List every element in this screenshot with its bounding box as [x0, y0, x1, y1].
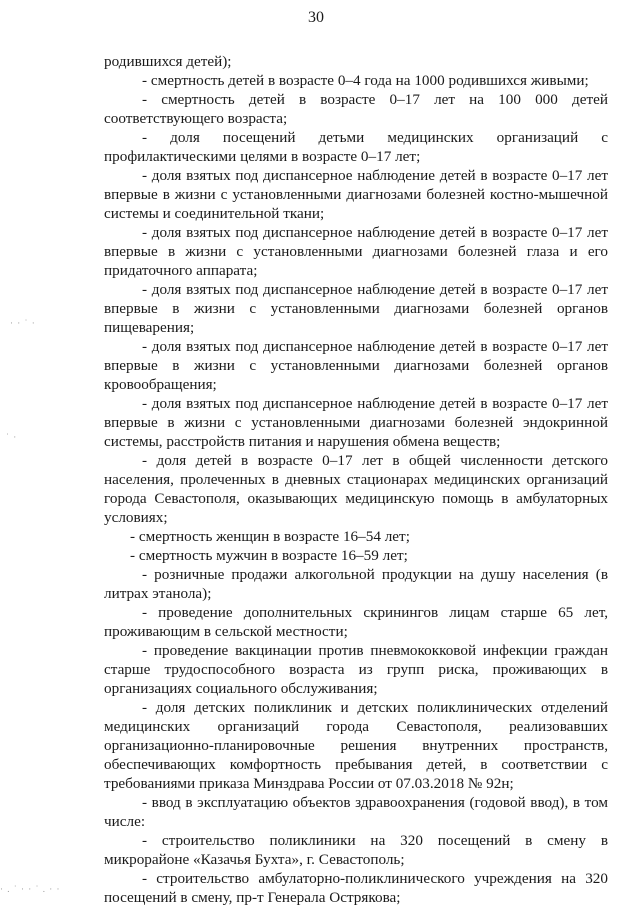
document-body	[104, 52, 608, 907]
list-item: - строительство поликлиники на 320 посещений в смену в микрорайоне «Казачья Бухта», г. Севастополь;	[104, 832, 608, 868]
list-item: - доля взятых под диспансерное наблюдение детей в возрасте 0–17 лет впервые в жизни с установленными диагнозами болезней эндокринной системы, расстройств питания и нарушения обмена веществ;	[104, 395, 608, 450]
list-item: - смертность мужчин в возрасте 16–59 лет;	[130, 547, 408, 564]
list-item: - ввод в эксплуатацию объектов здравоохранения (годовой ввод), в том числе:	[104, 794, 608, 830]
list-item: - доля взятых под диспансерное наблюдение детей в возрасте 0–17 лет впервые в жизни с установленными диагнозами болезней органов кровообращения;	[104, 338, 608, 393]
list-item: - доля детей в возрасте 0–17 лет в общей численности детского населения, пролеченных в дневных стационарах медицинских организаций города Севастополя, оказывающих медицинскую помощь в амбулаторных условиях;	[104, 452, 608, 526]
list-item: - смертность женщин в возрасте 16–54 лет;	[130, 528, 410, 545]
list-item: - проведение вакцинации против пневмококковой инфекции граждан старше трудоспособного возраста из групп риска, проживающих в организациях социального обслуживания;	[104, 642, 608, 697]
list-item: - доля взятых под диспансерное наблюдение детей в возрасте 0–17 лет впервые в жизни с установленными диагнозами болезней глаза и его придаточного аппарата;	[104, 224, 608, 279]
list-item: - доля детских поликлиник и детских поликлинических отделений медицинских организаций города Севастополя, реализовавших организационно-планировочные решения внутренних пространств, обеспечивающих комфортность пребывания детей, в соответствии с требованиями приказа Минздрава России от 07.03.2018 № 92н;	[104, 699, 608, 792]
scan-noise: · . ˙ · · ˙ . · ·	[0, 884, 61, 894]
list-item: - смертность детей в возрасте 0–17 лет на 100 000 детей соответствующего возраста;	[104, 91, 608, 127]
list-item: - доля взятых под диспансерное наблюдение детей в возрасте 0–17 лет впервые в жизни с установленными диагнозами болезней костно-мышечной системы и соединительной ткани;	[104, 167, 608, 222]
paragraph: родившихся детей);	[104, 53, 232, 70]
scan-noise: ˙ ·	[6, 432, 18, 442]
scan-noise: · · ˙ ·	[10, 318, 36, 328]
page-number: 30	[308, 9, 324, 26]
list-item: - проведение дополнительных скринингов лицам старше 65 лет, проживающим в сельской местности;	[104, 604, 608, 640]
list-item: - строительство амбулаторно-поликлинического учреждения на 320 посещений в смену, пр-т Генерала Острякова;	[104, 870, 608, 906]
list-item: - доля посещений детьми медицинских организаций с профилактическими целями в возрасте 0–17 лет;	[104, 129, 608, 165]
list-item: - розничные продажи алкогольной продукции на душу населения (в литрах этанола);	[104, 566, 608, 602]
list-item: - доля взятых под диспансерное наблюдение детей в возрасте 0–17 лет впервые в жизни с установленными диагнозами болезней органов пищеварения;	[104, 281, 608, 336]
list-item: - смертность детей в возрасте 0–4 года на 1000 родившихся живыми;	[142, 72, 589, 89]
